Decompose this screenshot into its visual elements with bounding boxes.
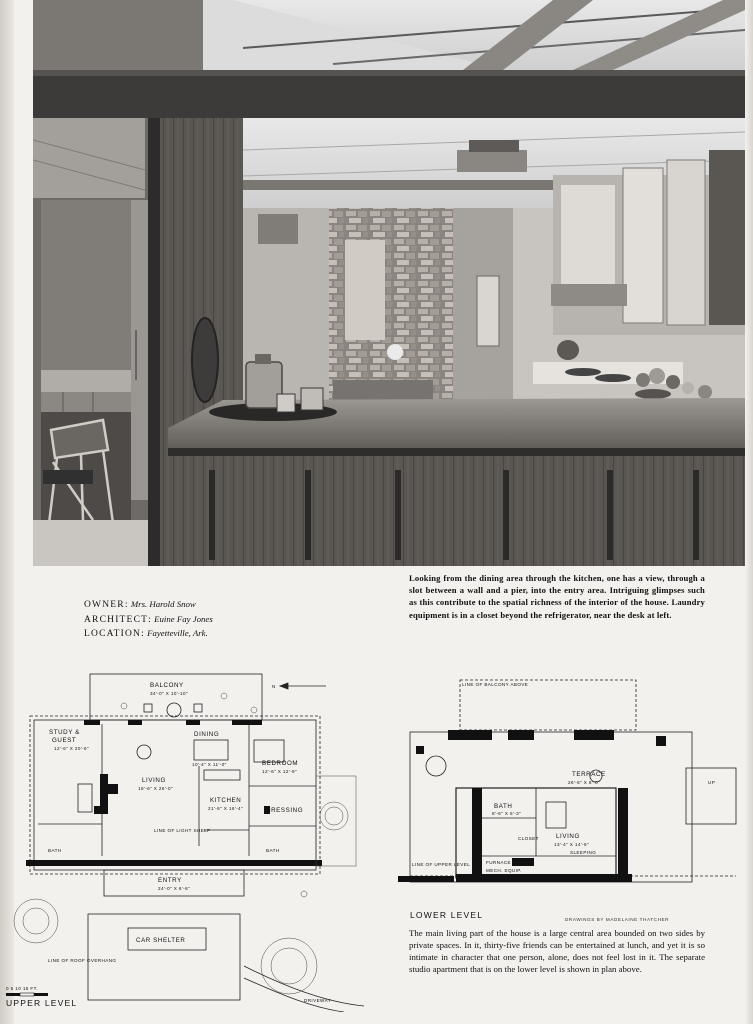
dining-label: DINING bbox=[194, 731, 220, 738]
bath-label: BATH bbox=[494, 803, 513, 810]
furnace-label: FURNACE bbox=[486, 860, 512, 865]
mech-equip-label: MECH. EQUIP. bbox=[486, 868, 522, 873]
bath-1-label: BATH bbox=[48, 848, 62, 853]
north-label: N bbox=[272, 684, 276, 689]
light-shelf-label: LINE OF LIGHT SHELF bbox=[154, 828, 211, 833]
bath-2-label: BATH bbox=[266, 848, 280, 853]
page-right-edge bbox=[745, 0, 753, 1024]
entry-dim: 24'-0" x 6'-6" bbox=[158, 886, 191, 891]
lower-level-title: LOWER LEVEL bbox=[410, 910, 484, 920]
scale-bar bbox=[6, 993, 48, 996]
study-dim: 12'-6" x 20'-6" bbox=[54, 746, 90, 751]
upper-level-floor-plan bbox=[4, 666, 384, 1012]
scale-label: 0 5 10 15 FT. bbox=[6, 986, 39, 991]
bedroom-dim: 12'-6" x 12'-9" bbox=[262, 769, 298, 774]
architect-label: ARCHITECT bbox=[84, 614, 149, 625]
upper-level-line-label: LINE OF UPPER LEVEL bbox=[412, 862, 471, 867]
sleeping-label: SLEEPING bbox=[570, 850, 597, 855]
location-label: LOCATION bbox=[84, 629, 142, 639]
driveway-label: DRIVEWAY bbox=[304, 998, 332, 1003]
bedroom-label: BEDROOM bbox=[262, 760, 299, 767]
living-lower-dim: 13'-4" x 14'-6" bbox=[554, 842, 590, 847]
entry-label: ENTRY bbox=[158, 877, 182, 884]
drawings-credit: DRAWINGS BY MADELAINE THATCHER bbox=[565, 917, 670, 922]
roof-overhang-label: LINE OF ROOF OVERHANG bbox=[48, 958, 117, 963]
body-paragraph: The main living part of the house is a large central area bounded on two sides by private spaces. In it, thirty-five friends can be entertained at lunch, and yet it is so intimate in character that one person, alone, does not feel lost in it. The separate studio apartment that is on the lower level is shown in plan above. bbox=[409, 928, 705, 974]
balcony-dim: 34'-0" x 10'-10" bbox=[150, 691, 188, 696]
owner-label: OWNER bbox=[84, 600, 125, 610]
architect-line: ARCHITECT: Euine Fay Jones bbox=[84, 613, 213, 625]
location-line: LOCATION: Fayetteville, Ark. bbox=[84, 628, 208, 639]
lower-level-drawing bbox=[396, 676, 746, 906]
living-lower-label: LIVING bbox=[556, 833, 580, 840]
terrace-dim: 26'-6" x 8'-0" bbox=[568, 780, 601, 785]
balcony-label: BALCONY bbox=[150, 682, 184, 689]
dressing-label: DRESSING bbox=[266, 807, 304, 814]
location-value: Fayetteville, Ark. bbox=[147, 628, 208, 638]
up-label: UP bbox=[708, 780, 716, 785]
photo-caption: Looking from the dining area through the kitchen, one has a view, through a slot between a wall and a pier, into the entry area. Intriguing glimpses such as this contribute to the spatial richness of the interior of the house. Laundry equipment is in a closet beyond the refrigerator, near the desk at left. bbox=[409, 573, 705, 620]
upper-level-title: UPPER LEVEL bbox=[6, 998, 78, 1008]
lower-level-floor-plan bbox=[396, 676, 746, 906]
upper-level-drawing bbox=[4, 666, 384, 1012]
terrace-label: TERRACE bbox=[572, 771, 606, 778]
architect-value: Euine Fay Jones bbox=[154, 613, 213, 624]
kitchen-dim: 21'-6" x 16'-4" bbox=[208, 806, 244, 811]
owner-line: OWNER: Mrs. Harold Snow bbox=[84, 599, 196, 610]
closet-label: CLOSET bbox=[518, 836, 539, 841]
living-label: LIVING bbox=[142, 777, 166, 784]
dining-dim: 10'-4" x 11'-0" bbox=[192, 762, 227, 767]
kitchen-photograph bbox=[33, 0, 745, 566]
living-dim: 18'-6" x 26'-0" bbox=[138, 786, 174, 791]
bath-dim: 8'-6" x 5'-3" bbox=[492, 811, 522, 816]
kitchen-photo-illustration bbox=[33, 0, 745, 566]
guest-label: GUEST bbox=[52, 737, 77, 744]
car-shelter-label: CAR SHELTER bbox=[136, 937, 186, 944]
project-credits bbox=[84, 598, 213, 642]
study-label: STUDY & bbox=[49, 729, 80, 736]
kitchen-label: KITCHEN bbox=[210, 797, 242, 804]
balcony-above-label: LINE OF BALCONY ABOVE bbox=[462, 682, 529, 687]
owner-value: Mrs. Harold Snow bbox=[130, 599, 196, 609]
